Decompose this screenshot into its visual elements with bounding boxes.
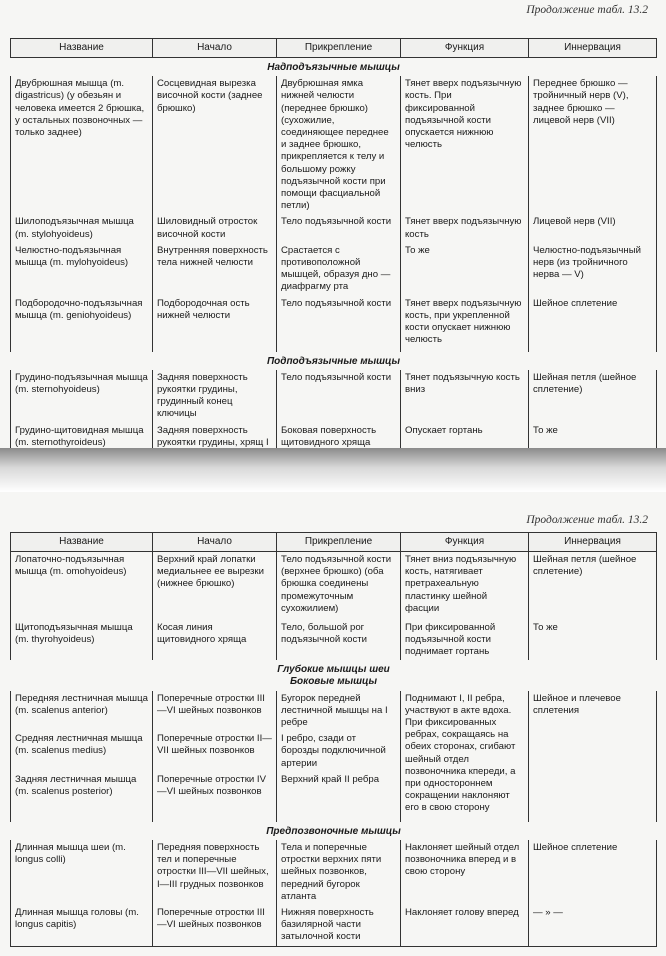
table-row [11, 296, 657, 352]
cell-innervation: Челюстно-подъязычный нерв (из тройничного нерва — V) [529, 243, 657, 296]
cell-name: Лопаточно-подъязычная мышца (m. omohyoideus) [11, 552, 153, 620]
cell-innervation: Шейная петля (шейное сплетение) [529, 552, 657, 620]
cell-insertion: Двубрюшная ямка нижней челюсти (переднее брюшко) (сухожилие, соединяющее переднее и заднее брюшко, прикрепляется к телу и большому рожку подъязычной кости при помощи фасциальной петли) [277, 76, 401, 214]
cell-name: Подбородочно-подъязычная мышца (m. geniohyoideus) [11, 296, 153, 352]
cell-name: Средняя лестничная мышца (m. scalenus medius) [11, 731, 153, 772]
header-function: Функция [401, 533, 529, 552]
page-bottom [0, 492, 666, 956]
cell-origin: Поперечные отростки III—VI шейных позвонков [153, 905, 277, 946]
cell-insertion: Нижняя поверхность базилярной части затылочной кости [277, 905, 401, 946]
cell-origin: Верхний край лопатки медиальнее ее вырезки (нижнее брюшко) [153, 552, 277, 620]
cell-origin: Внутренняя поверхность тела нижней челюсти [153, 243, 277, 296]
section-heading [11, 660, 657, 690]
header-function: Функция [401, 39, 529, 58]
cell-insertion: I ребро, сзади от борозды подключичной артерии [277, 731, 401, 772]
cell-function: Тянет вниз подъязычную кость, натягивает претрахеальную пластинку шейной фасции [401, 552, 529, 620]
cell-function: Тянет вверх подъязычную кость [401, 214, 529, 242]
cell-innervation: — » — [529, 905, 657, 946]
table-row [11, 840, 657, 905]
cell-origin: Сосцевидная вырезка височной кости (заднее брюшко) [153, 76, 277, 214]
section-title: Надподъязычные мышцы [267, 62, 400, 73]
cell-origin: Поперечные отростки IV—VI шейных позвонков [153, 772, 277, 822]
cell-origin: Поперечные отростки III—VI шейных позвонков [153, 691, 277, 732]
header-insertion: Прикрепление [277, 533, 401, 552]
cell-insertion: Верхний край II ребра [277, 772, 401, 822]
table-row [11, 905, 657, 946]
cell-function: Наклоняет голову вперед [401, 905, 529, 946]
cell-origin: Передняя поверхность тел и поперечные отростки III—VII шейных, I—III грудных позвонков [153, 840, 277, 905]
cell-insertion: Тело подъязычной кости (верхнее брюшко) (оба брюшка соединены промежуточным сухожилием) [277, 552, 401, 620]
cell-insertion: Боковая поверхность щитовидного хряща [277, 423, 401, 464]
table-row [11, 620, 657, 661]
cell-origin: Задняя поверхность рукоятки грудины, грудинный конец ключицы [153, 370, 277, 423]
cell-innervation: Шейное и плечевое сплетения [529, 691, 657, 822]
continuation-label: Продолжение табл. 13.2 [526, 4, 648, 16]
header-origin: Начало [153, 533, 277, 552]
page-fold-shadow [0, 448, 666, 492]
cell-innervation: Шейное сплетение [529, 840, 657, 905]
cell-name: Передняя лестничная мышца (m. scalenus anterior) [11, 691, 153, 732]
cell-innervation: Шейное сплетение [529, 296, 657, 352]
cell-innervation: Переднее брюшко — тройничный нерв (V), заднее брюшко — лицевой нерв (VII) [529, 76, 657, 214]
cell-function: То же [401, 243, 529, 296]
cell-name: Длинная мышца головы (m. longus capitis) [11, 905, 153, 946]
section-title: Предпозвоночные мышцы [266, 825, 401, 837]
continuation-label: Продолжение табл. 13.2 [526, 514, 648, 526]
cell-innervation: То же [529, 620, 657, 661]
section-title: Подподъязычные мышцы [266, 355, 401, 367]
header-row [11, 533, 657, 552]
cell-name: Щитоподъязычная мышца (m. thyrohyoideus) [11, 620, 153, 661]
header-origin: Начало [153, 39, 277, 58]
muscle-table-bottom [10, 532, 657, 947]
cell-origin: Подбородочная ость нижней челюсти [153, 296, 277, 352]
cell-function: Тянет вверх подъязычную кость. При фиксированной подъязычной кости опускается нижнюю челюсть [401, 76, 529, 214]
cell-function: При фиксированной подъязычной кости поднимает гортань [401, 620, 529, 661]
cell-function: Тянет вверх подъязычную кость, при укрепленной кости опускает нижнюю челюсть [401, 296, 529, 352]
header-insertion: Прикрепление [277, 39, 401, 58]
cell-function: Опускает гортань [401, 423, 529, 464]
header-innervation: Иннервация [529, 533, 657, 552]
cell-insertion: Срастается с противоположной мышцей, образуя дно — диафрагму рта [277, 243, 401, 296]
table-row [11, 552, 657, 620]
cell-name: Грудино-щитовидная мышца (m. sternothyroideus) [11, 423, 153, 464]
cell-insertion: Тело подъязычной кости [277, 214, 401, 242]
subsection-title: Боковые мышцы [289, 676, 378, 688]
cell-name: Челюстно-подъязычная мышца (m. mylohyoideus) [11, 243, 153, 296]
cell-name: Двубрюшная мышца (m. digastricus) (у обезьян и человека имеется 2 брюшка, у остальных позвоночных — только заднее) [11, 76, 153, 214]
page-top [0, 0, 666, 448]
table-row [11, 691, 657, 732]
cell-function: Наклоняет шейный отдел позвоночника вперед и в свою сторону [401, 840, 529, 905]
cell-innervation: Лицевой нерв (VII) [529, 214, 657, 242]
cell-insertion: Тела и поперечные отростки верхних пяти шейных позвонков, передний бугорок атланта [277, 840, 401, 905]
cell-origin: Поперечные отростки II—VII шейных позвонков [153, 731, 277, 772]
cell-name: Задняя лестничная мышца (m. scalenus posterior) [11, 772, 153, 822]
cell-insertion: Бугорок передней лестничной мышцы на I ребре [277, 691, 401, 732]
cell-name: Длинная мышца шеи (m. longus colli) [11, 840, 153, 905]
header-name: Название [11, 39, 153, 58]
section-heading [11, 822, 657, 840]
header-name: Название [11, 533, 153, 552]
header-row [11, 39, 657, 58]
cell-origin: Шиловидный отросток височной кости [153, 214, 277, 242]
cell-innervation: Шейная петля (шейное сплетение) [529, 370, 657, 423]
cell-name: Грудино-подъязычная мышца (m. sternohyoideus) [11, 370, 153, 423]
muscle-table-top [10, 38, 657, 464]
cell-origin: Косая линия щитовидного хряща [153, 620, 277, 661]
header-innervation: Иннервация [529, 39, 657, 58]
section-heading [11, 58, 657, 77]
cell-innervation: То же [529, 423, 657, 464]
table-row [11, 370, 657, 423]
section-title: Глубокие мышцы шеи [277, 664, 390, 676]
section-heading [11, 352, 657, 370]
cell-origin: Задняя поверхность рукоятки грудины, хрящ I [153, 423, 277, 464]
table-row [11, 76, 657, 214]
cell-function: Поднимают I, II ребра, участвуют в акте вдоха. При фиксированных ребрах, сокращаясь на обеих сторонах, сгибают шейный отдел позвоночника кпереди, а при одностороннем сокращении наклоняют его в свою сторону [401, 691, 529, 822]
cell-insertion: Тело, большой рог подъязычной кости [277, 620, 401, 661]
cell-insertion: Тело подъязычной кости [277, 370, 401, 423]
cell-function: Тянет подъязычную кость вниз [401, 370, 529, 423]
table-row [11, 243, 657, 296]
cell-insertion: Тело подъязычной кости [277, 296, 401, 352]
cell-name: Шилоподъязычная мышца (m. stylohyoideus) [11, 214, 153, 242]
table-row [11, 214, 657, 242]
